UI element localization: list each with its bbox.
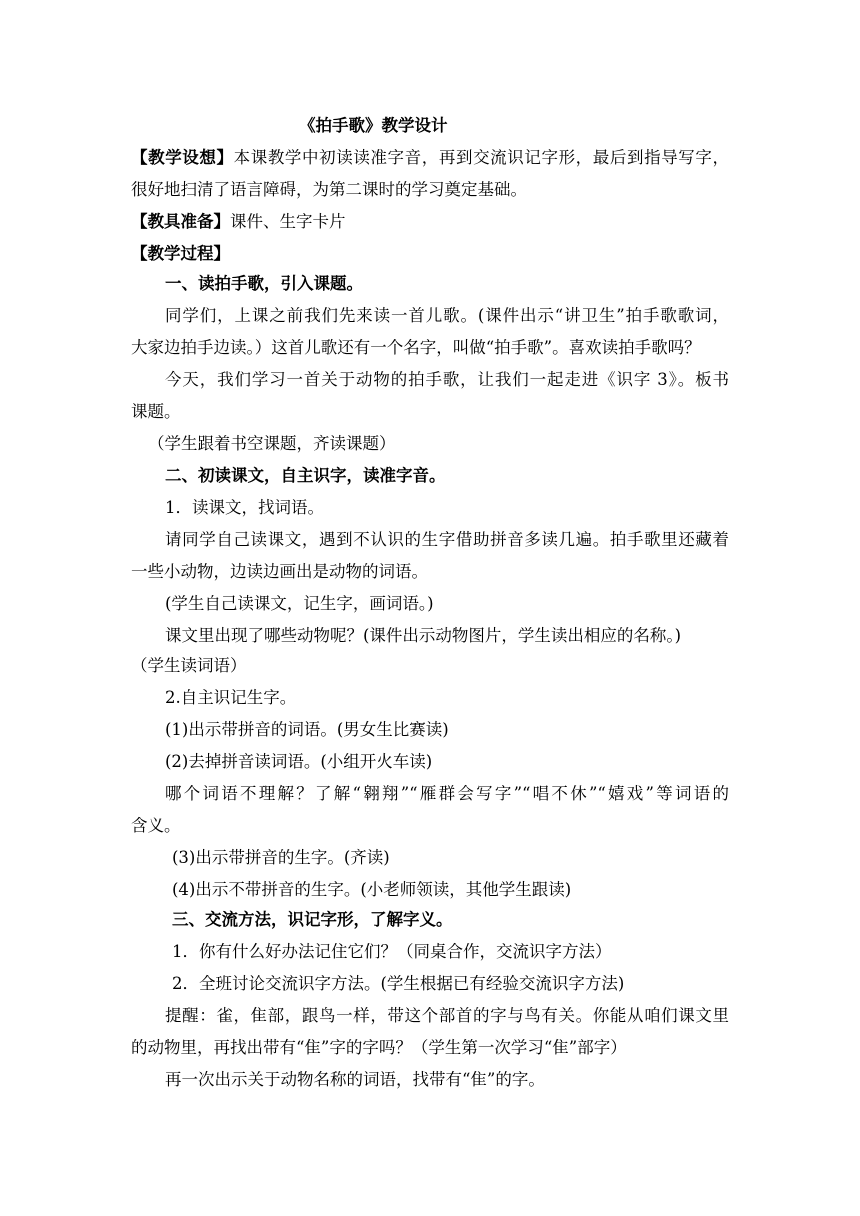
line-text: 本课教学中初读读准字音，再到交流识记字形，最后到指导写字， (233, 148, 730, 167)
paragraph-line: 提醒：雀，隹部，跟鸟一样，带这个部首的字与鸟有关。你能从咱们课文里 (165, 1006, 729, 1025)
paragraph-line: 一些小动物，边读边画出是动物的词语。 (131, 562, 428, 581)
paragraph-line: 1．读课文，找词语。 (165, 498, 324, 517)
paragraph-line: (1)出示带拼音的词语。(男女生比赛读) (165, 720, 449, 739)
paragraph-line: (3)出示带拼音的生字。(齐读) (172, 848, 390, 867)
paragraph-line: 请同学自己读课文，遇到不认识的生字借助拼音多读几遍。拍手歌里还藏着 (165, 530, 729, 549)
paragraph-line: (4)出示不带拼音的生字。(小老师领读，其他学生跟读) (172, 880, 572, 899)
paragraph-line: 同学们，上课之前我们先来读一首儿歌。(课件出示“讲卫生”拍手歌歌词， (165, 306, 729, 325)
section-heading: 二、初读课文，自主识字，读准字音。 (165, 466, 446, 485)
paragraph-line: 大家边拍手边读。）这首儿歌还有一个名字，叫做“拍手歌”。喜欢读拍手歌吗？ (131, 338, 701, 357)
document-title: 《拍手歌》教学设计 (299, 116, 448, 135)
paragraph-line: (2)去掉拼音读词语。(小组开火车读) (165, 752, 433, 771)
section-label: 【教具准备】 (131, 212, 230, 231)
section-label: 【教学设想】 (131, 148, 234, 167)
paragraph-line: 的动物里，再找出带有“隹”字的字吗？（学生第一次学习“隹”部字） (131, 1038, 627, 1057)
paragraph-line: 再一次出示关于动物名称的词语，找带有“隹”的字。 (165, 1070, 545, 1089)
paragraph-line: （学生跟着书空课题，齐读课题） (148, 434, 396, 453)
paragraph-line (131, 212, 346, 232)
paragraph-line: 2．全班讨论交流识字方法。(学生根据已有经验交流识字方法) (172, 974, 625, 993)
line-text: 课件、生字卡片 (230, 212, 346, 231)
paragraph-line: 含义。 (131, 816, 181, 835)
paragraph-line: 课题。 (131, 402, 181, 421)
section-heading: 三、交流方法，识记字形，了解字义。 (172, 910, 453, 929)
paragraph-line: 哪个词语不理解？了解“翱翔”“雁群会写字”“唱不休”“嬉戏”等词语的 (165, 784, 729, 803)
paragraph-line: 很好地扫清了语言障碍，为第二课时的学习奠定基础。 (131, 180, 527, 199)
paragraph-line: 1．你有什么好办法记住它们？（同桌合作，交流识字方法） (172, 942, 612, 961)
section-heading: 一、读拍手歌，引入课题。 (165, 274, 363, 293)
paragraph-line: （学生读词语） (131, 656, 247, 675)
section-heading: 【教学过程】 (131, 244, 230, 263)
paragraph-line: 课文里出现了哪些动物呢？(课件出示动物图片，学生读出相应的名称。) (165, 626, 682, 645)
paragraph-line: (学生自己读课文，记生字，画词语。) (165, 594, 434, 613)
paragraph-line (131, 148, 729, 168)
paragraph-line: 2.自主识记生字。 (165, 688, 297, 707)
paragraph-line: 今天，我们学习一首关于动物的拍手歌，让我们一起走进《识字 3》。板书 (165, 370, 729, 389)
